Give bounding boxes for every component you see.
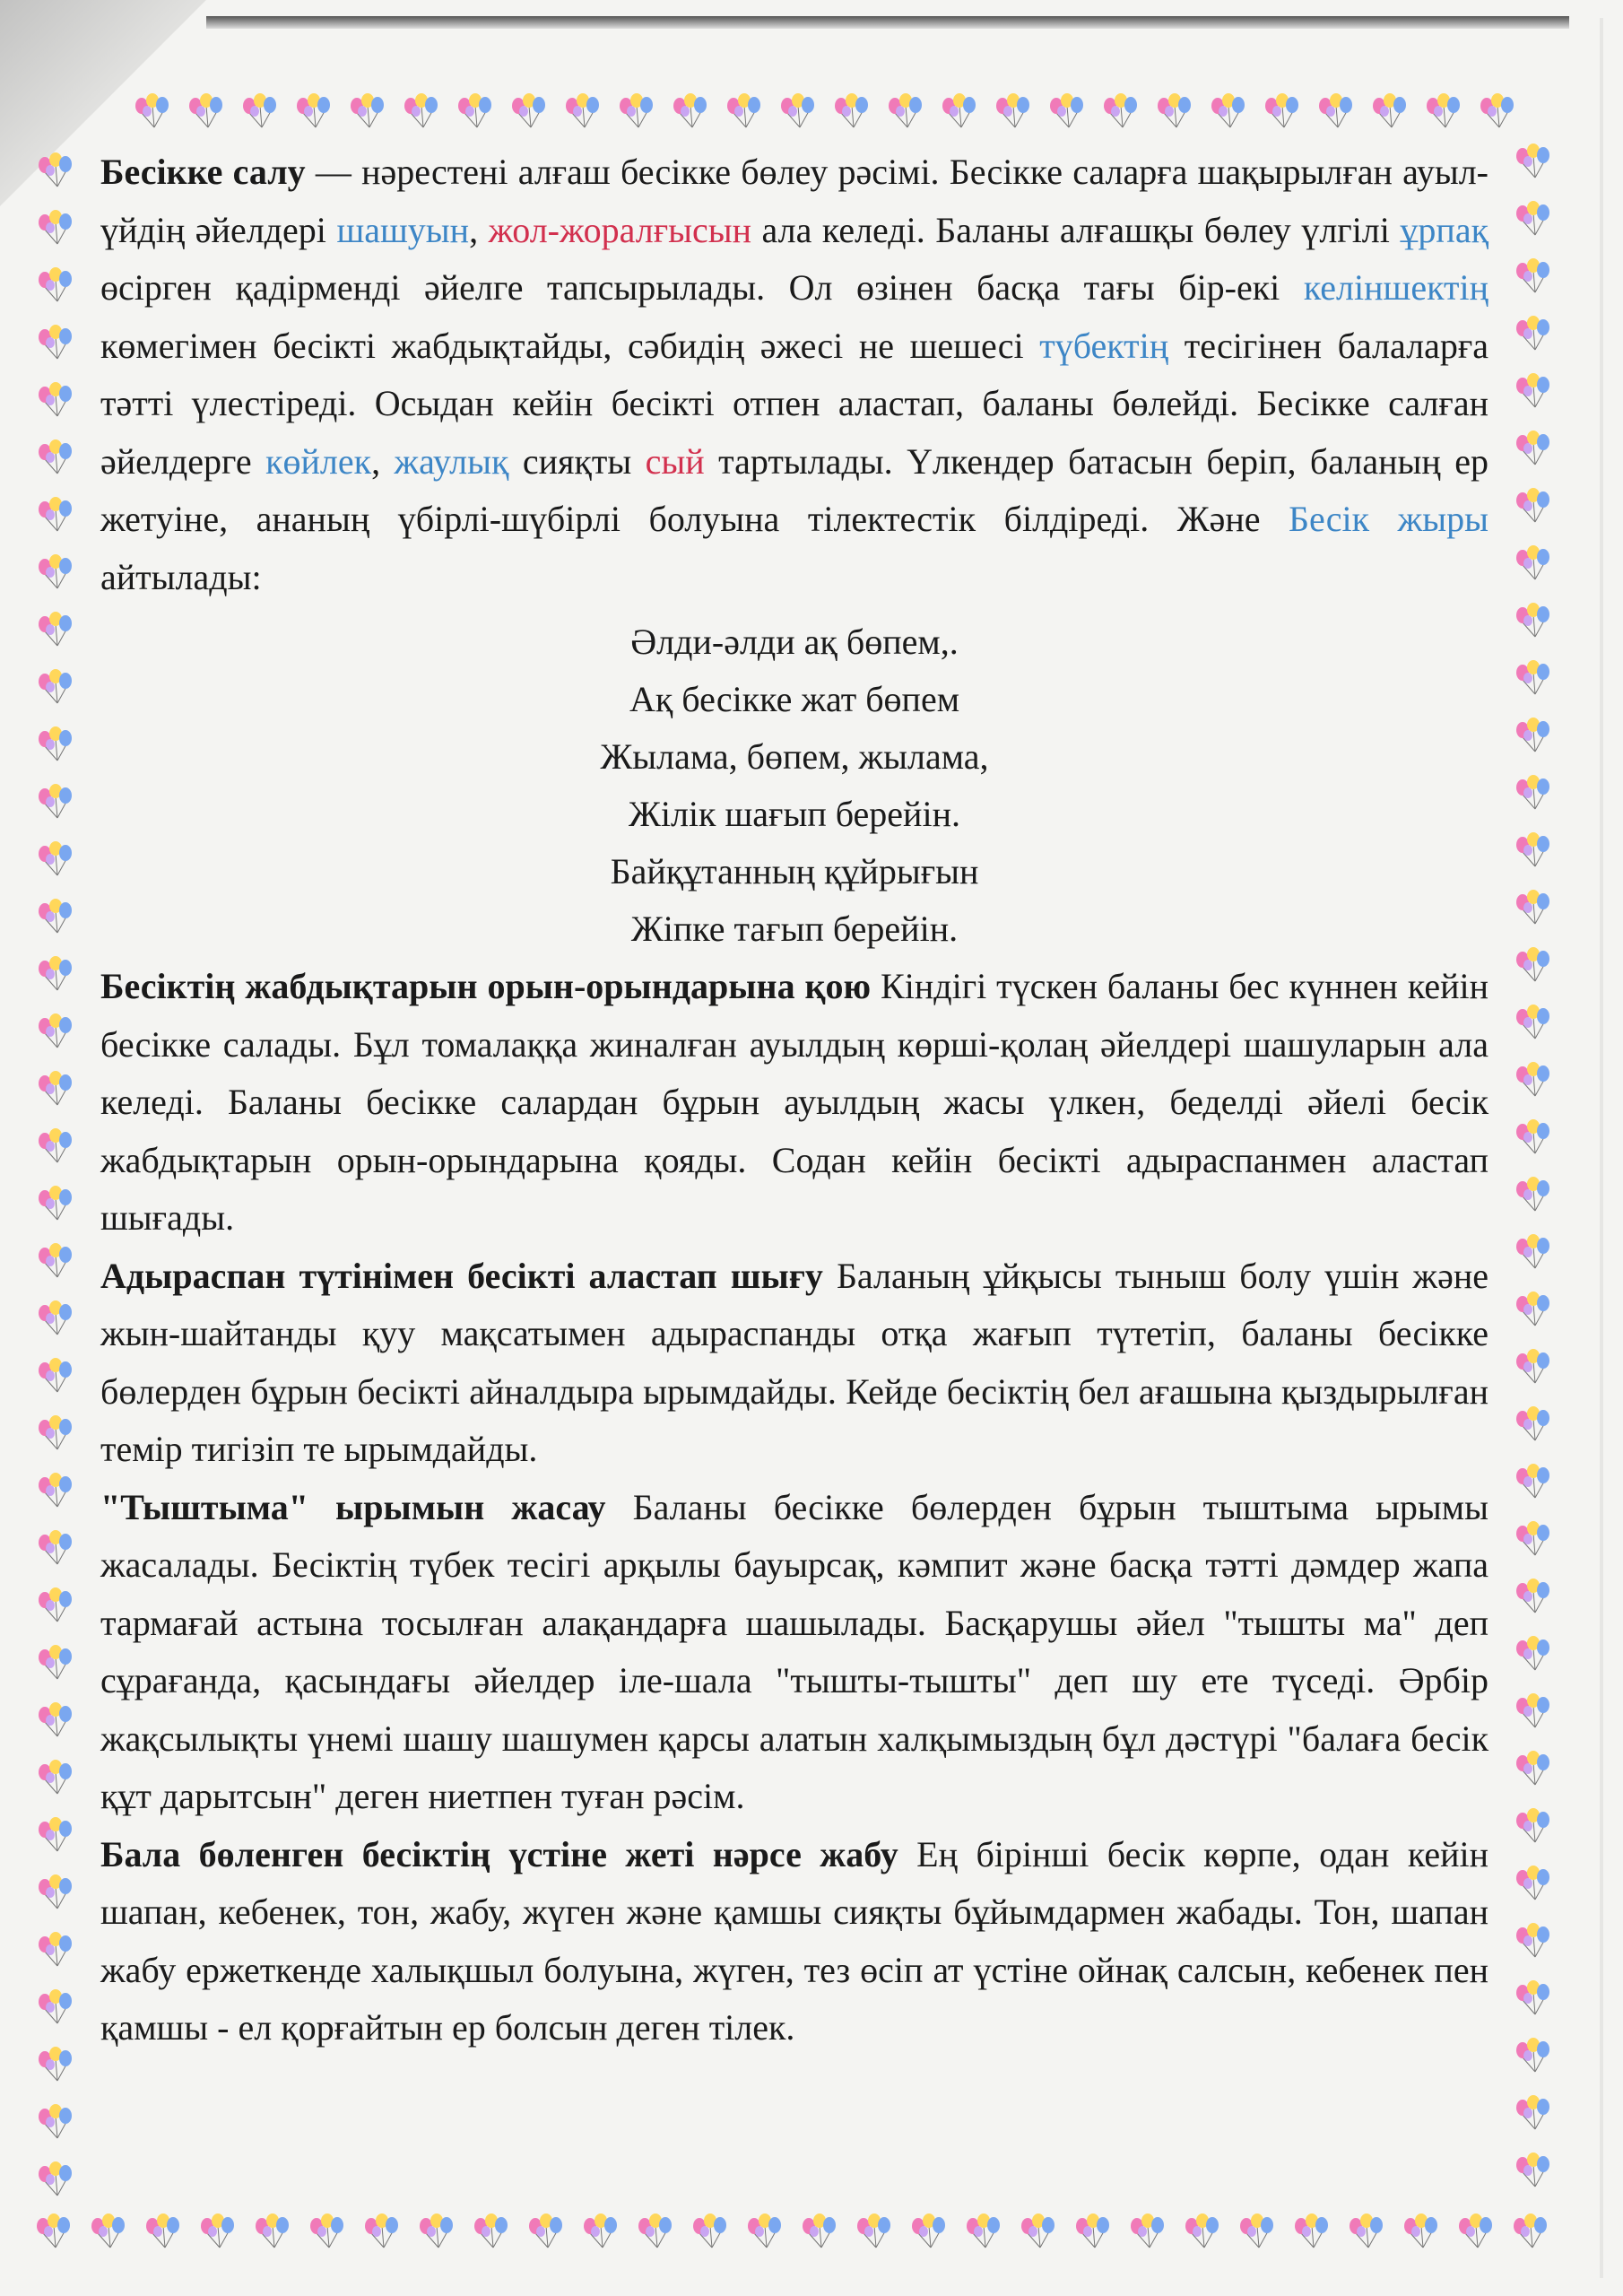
balloon-bunch-icon [38, 1874, 74, 1910]
paragraph-adyraspan [100, 1248, 1488, 1479]
balloon-bunch-icon [1372, 93, 1408, 129]
balloon-bunch-icon [1103, 93, 1139, 129]
balloon-bunch-icon [1426, 93, 1462, 129]
highlight-word: ұрпақ [1400, 209, 1489, 250]
balloon-bunch-icon [1075, 2213, 1111, 2249]
balloon-bunch-icon [91, 2213, 126, 2249]
balloon-bunch-icon [38, 1071, 74, 1107]
balloon-bunch-icon [38, 726, 74, 762]
poem-line: Ақ бесікке жат бөпем [629, 679, 960, 719]
balloon-bunch-icon [242, 93, 278, 129]
balloon-bunch-icon [38, 2161, 74, 2197]
balloon-bunch-icon [200, 2213, 236, 2249]
section-title: Адыраспан түтінімен бесікті аластап шығу [100, 1255, 823, 1296]
balloon-bunch-icon [1515, 1062, 1551, 1098]
balloon-bunch-icon [1185, 2213, 1220, 2249]
balloon-bunch-icon [1515, 201, 1551, 237]
balloon-bunch-icon [419, 2213, 455, 2249]
balloon-bunch-icon [802, 2213, 838, 2249]
balloon-bunch-icon [1515, 1808, 1551, 1844]
balloon-bunch-icon [38, 1530, 74, 1566]
balloon-bunch-icon [1318, 93, 1354, 129]
balloon-bunch-icon [255, 2213, 291, 2249]
balloon-bunch-icon [38, 210, 74, 246]
balloon-bunch-icon [1515, 1234, 1551, 1270]
balloon-bunch-icon [1515, 1923, 1551, 1959]
balloon-bunch-icon [1515, 1693, 1551, 1729]
balloon-bunch-icon [38, 152, 74, 188]
balloon-bunch-icon [38, 612, 74, 648]
balloon-bunch-icon [1515, 660, 1551, 696]
text-run: Баланы бесікке бөлерден бұрын тыштыма ырымы жасалады. Бесіктің түбек тесігі арқылы бауырсақ, кәмпит және басқа тәтті дәмдер жапа тармағай астына тосылған алақандарға шашылады. Басқарушы әйел "тышты ма" деп сұрағанда, қасындағы әйелдер іле-шала "тышты-тышты" деп шу ете түседі. Әрбір жақсылықты үнемі шашу шашумен қарсы алатын халқымыздың бұл дәстүрі "балаға бесік құт дарытсын" деген ниетпен туған рәсім. [100, 1486, 1488, 1816]
balloon-bunch-icon [726, 93, 762, 129]
balloon-bunch-icon [856, 2213, 892, 2249]
balloon-bunch-icon [1515, 1004, 1551, 1040]
balloon-bunch-icon [1515, 947, 1551, 983]
text-run: өсірген қадірменді әйелге тапсырылады. Ол өзінен басқа тағы бір-екі [100, 267, 1304, 308]
balloon-bunch-icon [38, 1473, 74, 1509]
balloon-bunch-icon [38, 1186, 74, 1222]
balloon-bunch-icon [38, 1128, 74, 1164]
poem-line: Жылама, бөпем, жылама, [600, 736, 989, 777]
balloon-bunch-icon [38, 1243, 74, 1279]
balloon-bunch-icon [1515, 2152, 1551, 2188]
balloon-bunch-icon [457, 93, 493, 129]
balloon-bunch-icon [1515, 258, 1551, 294]
text-run: , [371, 440, 395, 482]
balloon-bunch-icon [528, 2213, 564, 2249]
balloon-bunch-icon [38, 899, 74, 935]
balloon-bunch-icon [188, 93, 224, 129]
balloon-bunch-icon [38, 1932, 74, 1968]
balloon-bunch-icon [296, 93, 332, 129]
balloon-bunch-icon [38, 1645, 74, 1681]
balloon-bunch-icon [995, 93, 1031, 129]
balloon-bunch-icon [38, 1415, 74, 1451]
balloon-bunch-icon [1515, 1177, 1551, 1213]
poem-line: Жіпке тағып берейін. [630, 909, 959, 949]
balloon-bunch-icon [1264, 93, 1300, 129]
balloon-bunch-icon [38, 841, 74, 877]
highlight-word: сый [645, 440, 705, 482]
balloon-bunch-icon [145, 2213, 181, 2249]
balloon-bunch-icon [38, 1587, 74, 1623]
balloon-bunch-icon [1515, 1521, 1551, 1557]
balloon-bunch-icon [1515, 1406, 1551, 1442]
highlight-word: келіншектің [1303, 267, 1488, 308]
balloon-bunch-icon [38, 2104, 74, 2140]
text-run: көмегімен бесікті жабдықтайды, сәбидің әжесі не шешесі [100, 325, 1040, 366]
balloon-bunch-icon [1515, 2038, 1551, 2074]
balloon-bunch-icon [834, 93, 870, 129]
paragraph-zheti-narse [100, 1826, 1488, 2057]
balloon-bunch-icon [38, 669, 74, 705]
poem-line: Әлди-әлди ақ бөпем,. [630, 622, 959, 662]
paragraph-besikke-salu [100, 144, 1488, 606]
balloon-bunch-icon [364, 2213, 400, 2249]
balloon-bunch-icon [692, 2213, 728, 2249]
balloon-bunch-icon [38, 1358, 74, 1394]
highlight-word: Бесік жыры [1289, 499, 1488, 539]
balloon-bunch-icon [1515, 1119, 1551, 1155]
balloon-bunch-icon [135, 93, 170, 129]
text-run: айтылады: [100, 556, 262, 597]
text-run: , [469, 209, 489, 250]
document-body [100, 144, 1488, 2057]
balloon-bunch-icon [1020, 2213, 1056, 2249]
balloon-bunch-icon [1515, 832, 1551, 868]
balloon-bunch-icon [1211, 93, 1246, 129]
balloon-bunch-icon [38, 497, 74, 533]
balloon-bunch-icon [1294, 2213, 1330, 2249]
highlight-word: жаулық [394, 440, 509, 482]
balloon-bunch-icon [966, 2213, 1002, 2249]
balloon-bunch-icon [36, 2213, 72, 2249]
text-run: ала келеді. Баланы алғашқы бөлеу үлгілі [751, 209, 1401, 250]
balloon-bunch-icon [38, 956, 74, 992]
section-title: Бесікке салу [100, 152, 306, 192]
paragraph-zhabdyk [100, 958, 1488, 1248]
balloon-bunch-icon [404, 93, 439, 129]
text-run: Ең бірінші бесік көрпе, одан кейін шапан, кебенек, тон, жабу, жүген және қамшы сияқты бұйымдармен жабады. Тон, шапан жабу ержеткенде халықшыл болуына, жүген, тез өсіп ат үстіне ойнақ салсын, кебенек пен қамшы - ел қорғайтын ер болсын деген тілек. [100, 1833, 1488, 2048]
text-run: тартылады. Үлкендер батасын беріп, баланың ер жетуіне, ананың үбірлі-шүбірлі болуына тілектестік білдіреді. Және [100, 440, 1488, 539]
section-title: "Тыштыма" ырымын жасау [100, 1486, 606, 1527]
paragraph-tyshtyma [100, 1479, 1488, 1826]
highlight-word: шашуын [336, 209, 470, 250]
balloon-bunch-icon [309, 2213, 345, 2249]
balloon-bunch-icon [1515, 1751, 1551, 1787]
text-run: Кіндігі түскен баланы бес күннен кейін бесікке салады. Бұл томалаққа жиналған ауылдың көрші-қолаң әйелдері шашуларын ала келеді. Баланы бесікке салардан бұрын ауылдың жасы үлкен, беделді әйелі бесік жабдықтарын орын-орындарына қояды. Содан кейін бесікті адыраспанмен аластап шығады. [100, 966, 1488, 1238]
balloon-bunch-icon [583, 2213, 619, 2249]
balloon-bunch-icon [1515, 890, 1551, 926]
balloon-bunch-icon [1515, 775, 1551, 811]
balloon-bunch-icon [747, 2213, 783, 2249]
balloon-bunch-icon [1515, 545, 1551, 581]
balloon-bunch-icon [1130, 2213, 1166, 2249]
balloon-bunch-icon [1480, 93, 1515, 129]
balloon-bunch-icon [38, 1300, 74, 1336]
balloon-bunch-icon [38, 1702, 74, 1738]
balloon-bunch-icon [1349, 2213, 1384, 2249]
balloon-bunch-icon [1515, 430, 1551, 466]
balloon-bunch-icon [38, 784, 74, 820]
balloon-bunch-icon [1515, 1349, 1551, 1385]
highlight-word: түбектің [1039, 325, 1169, 366]
balloon-bunch-icon [1515, 316, 1551, 352]
balloon-bunch-icon [780, 93, 816, 129]
balloon-bunch-icon [38, 2047, 74, 2083]
balloon-bunch-icon [38, 554, 74, 590]
balloon-bunch-icon [1515, 488, 1551, 524]
balloon-bunch-icon [38, 382, 74, 418]
balloon-bunch-icon [619, 93, 655, 129]
balloon-bunch-icon [38, 1817, 74, 1853]
balloon-bunch-icon [638, 2213, 673, 2249]
section-title: Бесіктің жабдықтарын орын-орындарына қою [100, 966, 872, 1006]
balloon-bunch-icon [1515, 718, 1551, 753]
balloon-bunch-icon [1515, 1464, 1551, 1500]
balloon-bunch-icon [1515, 603, 1551, 639]
highlight-word: жол-жоралғысын [488, 209, 752, 250]
balloon-bunch-icon [673, 93, 708, 129]
text-run: — нәрестені алғаш бесікке бөлеу рәсімі. Бесікке саларға шақырылған ауыл-үйдің әйелдері [100, 152, 1488, 250]
balloon-bunch-icon [350, 93, 386, 129]
balloon-bunch-icon [565, 93, 601, 129]
balloon-bunch-icon [1515, 1636, 1551, 1672]
balloon-bunch-icon [911, 2213, 947, 2249]
balloon-bunch-icon [1515, 373, 1551, 409]
balloon-bunch-icon [38, 439, 74, 475]
section-title: Бала бөленген бесіктің үстіне жеті нәрсе жабу [100, 1833, 898, 1874]
poem-line: Жілік шағып берейін. [629, 794, 960, 834]
balloon-bunch-icon [1515, 1980, 1551, 2016]
balloon-bunch-icon [1513, 2213, 1549, 2249]
balloon-bunch-icon [1515, 2095, 1551, 2131]
balloon-bunch-icon [38, 1989, 74, 2025]
balloon-bunch-icon [511, 93, 547, 129]
balloon-bunch-icon [38, 1760, 74, 1796]
text-run: тесігінен балаларға тәтті үлестіреді. Осыдан кейін бесікті отпен аластап, баланы бөлейді. Бесікке салған әйелдерге [100, 325, 1488, 482]
balloon-bunch-icon [1515, 1292, 1551, 1327]
poem-line: Байқұтанның құйрығын [610, 851, 979, 891]
balloon-bunch-icon [1458, 2213, 1494, 2249]
text-run: Баланың ұйқысы тыныш болу үшін және жын-шайтанды қуу мақсатымен адыраспанды отқа жағып түтетіп, баланы бесікке бөлерден бұрын бесікті айналдыра ырымдайды. Кейде бесіктің бел ағашына қыздырылған темір тигізіп те ырымдайды. [100, 1255, 1488, 1469]
balloon-bunch-icon [1157, 93, 1193, 129]
balloon-bunch-icon [473, 2213, 509, 2249]
balloon-bunch-icon [1515, 1578, 1551, 1614]
balloon-bunch-icon [1049, 93, 1085, 129]
balloon-bunch-icon [38, 267, 74, 303]
balloon-bunch-icon [38, 325, 74, 361]
balloon-bunch-icon [1239, 2213, 1275, 2249]
balloon-bunch-icon [38, 1013, 74, 1049]
balloon-bunch-icon [942, 93, 977, 129]
balloon-bunch-icon [1515, 144, 1551, 179]
lullaby-poem [100, 613, 1488, 958]
highlight-word: көйлек [265, 440, 372, 482]
balloon-bunch-icon [888, 93, 924, 129]
balloon-bunch-icon [1403, 2213, 1439, 2249]
text-run: сияқты [508, 440, 646, 482]
balloon-bunch-icon [1515, 1866, 1551, 1901]
